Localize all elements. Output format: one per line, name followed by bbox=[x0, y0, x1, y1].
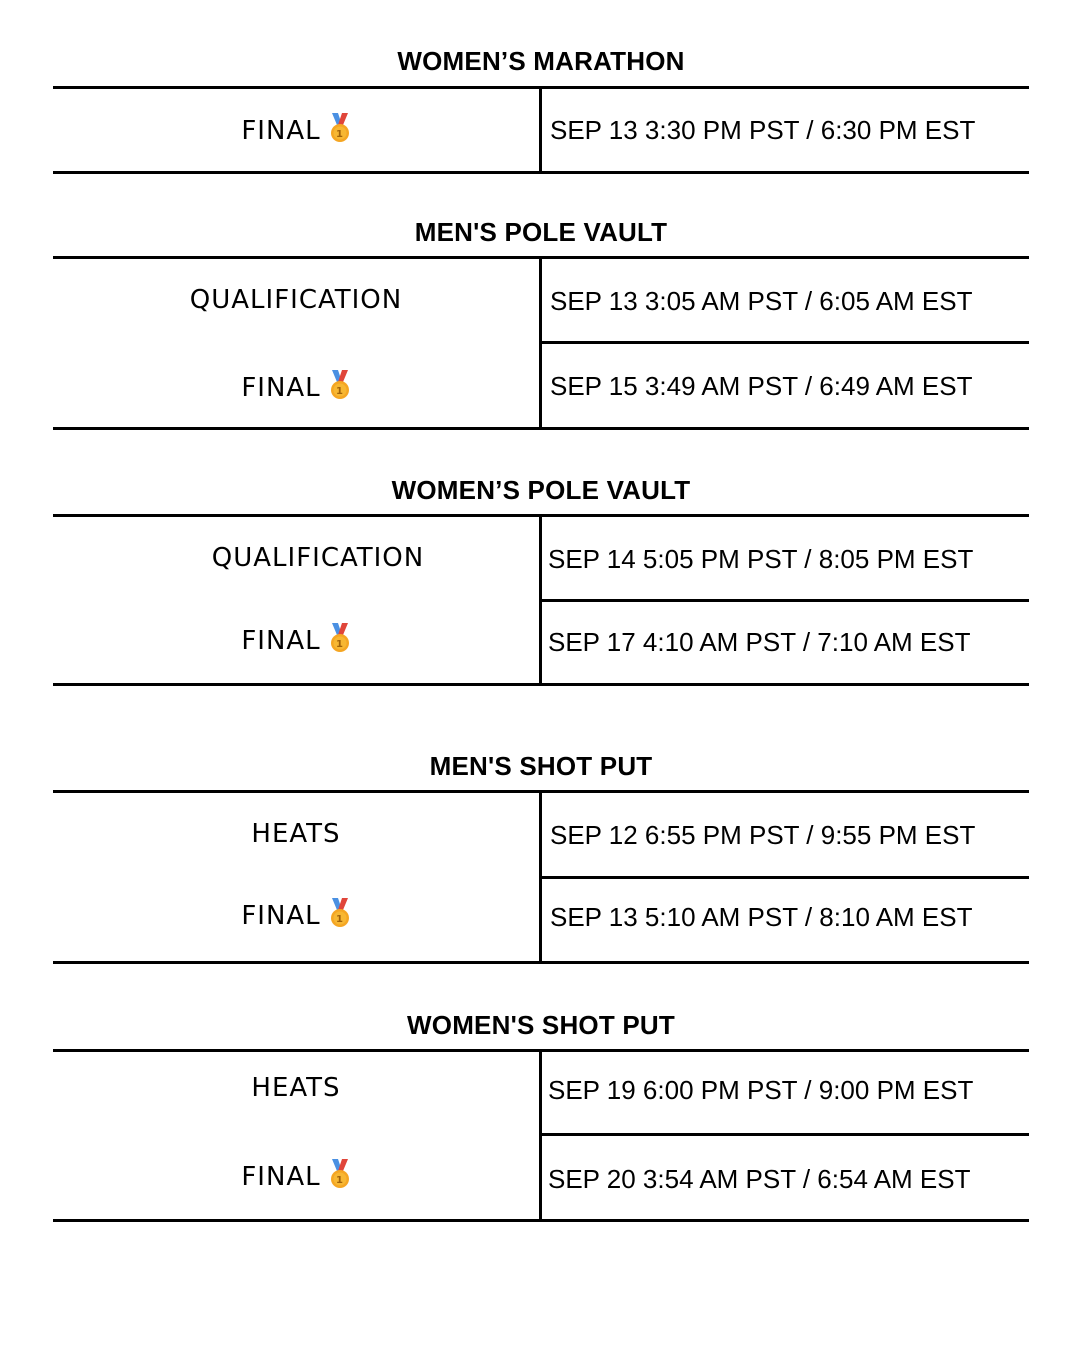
event-title: WOMEN’S MARATHON bbox=[397, 46, 685, 76]
svg-text:1: 1 bbox=[335, 386, 344, 397]
round-cell bbox=[53, 283, 539, 317]
event-title: WOMEN'S SHOT PUT bbox=[407, 1010, 675, 1040]
event-schedule-table bbox=[53, 514, 1029, 686]
row-divider bbox=[542, 341, 1029, 344]
event-schedule-table bbox=[53, 790, 1029, 964]
round-label: FINAL bbox=[241, 1162, 321, 1192]
round-label: FINAL bbox=[241, 373, 321, 403]
row-divider bbox=[542, 599, 1029, 602]
time-cell: SEP 20 3:54 AM PST / 6:54 AM EST bbox=[548, 1164, 971, 1194]
svg-text:1: 1 bbox=[335, 1175, 344, 1186]
round-label: HEATS bbox=[251, 819, 341, 849]
round-cell bbox=[53, 1071, 539, 1105]
gold-medal-icon bbox=[329, 898, 351, 928]
round-label: HEATS bbox=[251, 1073, 341, 1103]
round-label: QUALIFICATION bbox=[189, 285, 403, 315]
round-label: FINAL bbox=[241, 901, 321, 931]
time-cell: SEP 17 4:10 AM PST / 7:10 AM EST bbox=[548, 627, 971, 657]
round-cell bbox=[53, 1159, 539, 1194]
round-label: FINAL bbox=[241, 116, 321, 146]
round-cell bbox=[75, 541, 561, 575]
row-divider bbox=[542, 876, 1029, 879]
svg-text:1: 1 bbox=[335, 639, 344, 650]
time-cell: SEP 13 3:30 PM PST / 6:30 PM EST bbox=[550, 115, 976, 145]
gold-medal-icon bbox=[329, 623, 351, 653]
round-cell bbox=[53, 817, 539, 851]
round-label: FINAL bbox=[241, 626, 321, 656]
event-schedule-table bbox=[53, 256, 1029, 430]
round-cell bbox=[53, 623, 539, 658]
event-title: WOMEN’S POLE VAULT bbox=[391, 475, 691, 505]
gold-medal-icon bbox=[329, 113, 351, 143]
time-cell: SEP 13 5:10 AM PST / 8:10 AM EST bbox=[550, 902, 973, 932]
row-divider bbox=[542, 1133, 1029, 1136]
round-label: QUALIFICATION bbox=[211, 543, 425, 573]
round-cell bbox=[53, 370, 539, 405]
time-cell: SEP 12 6:55 PM PST / 9:55 PM EST bbox=[550, 820, 976, 850]
gold-medal-icon bbox=[329, 370, 351, 400]
event-schedule-table bbox=[53, 1049, 1029, 1222]
event-title: MEN'S POLE VAULT bbox=[414, 217, 668, 247]
svg-text:1: 1 bbox=[335, 914, 344, 925]
svg-text:1: 1 bbox=[335, 129, 344, 140]
event-schedule-table bbox=[53, 86, 1029, 174]
time-cell: SEP 13 3:05 AM PST / 6:05 AM EST bbox=[550, 286, 973, 316]
time-cell: SEP 19 6:00 PM PST / 9:00 PM EST bbox=[548, 1075, 974, 1105]
time-cell: SEP 14 5:05 PM PST / 8:05 PM EST bbox=[548, 544, 974, 574]
round-cell bbox=[53, 898, 539, 933]
column-divider bbox=[539, 89, 542, 171]
gold-medal-icon bbox=[329, 1159, 351, 1189]
time-cell: SEP 15 3:49 AM PST / 6:49 AM EST bbox=[550, 371, 973, 401]
event-title: MEN'S SHOT PUT bbox=[429, 751, 653, 781]
round-cell bbox=[53, 113, 539, 148]
